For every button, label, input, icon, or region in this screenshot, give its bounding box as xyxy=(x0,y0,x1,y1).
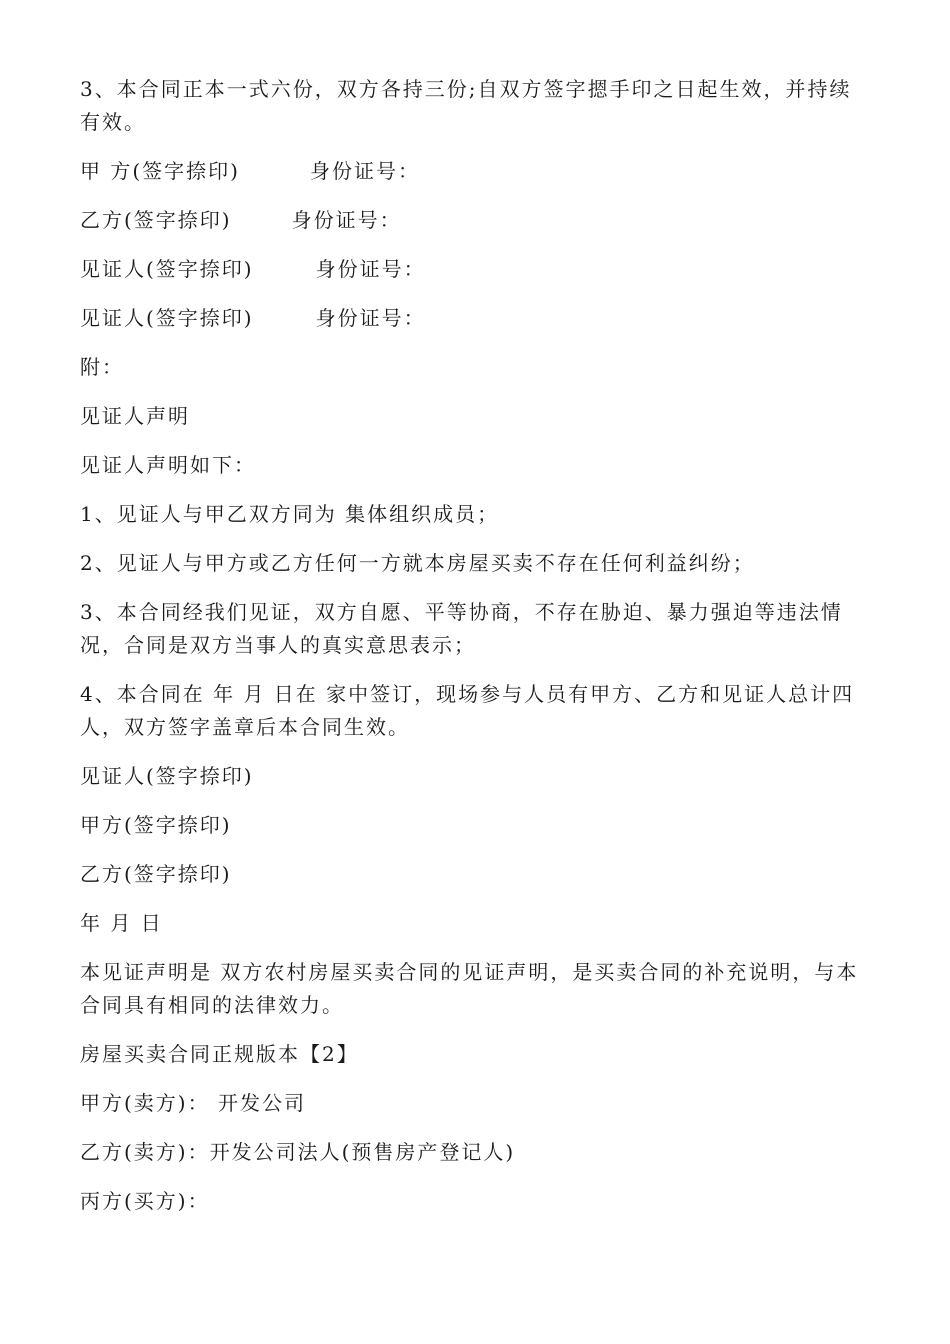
witness-statement-title: 见证人声明 xyxy=(80,404,190,428)
appendix-label: 附： xyxy=(80,355,124,379)
statement-item-4: 4、本合同在 年 月 日在 家中签订，现场参与人员有甲方、乙方和见证人总计四人，双方签字盖章后本合同生效。 xyxy=(80,682,855,739)
clause-3-copies: 3、本合同正本一式六份，双方各持三份;自双方签字摁手印之日起生效，并持续有效。 xyxy=(80,77,852,134)
party-a-signature-line: 甲方(签字捺印) xyxy=(80,813,232,837)
statement-item-2: 2、见证人与甲方或乙方任何一方就本房屋买卖不存在任何利益纠纷； xyxy=(80,551,755,575)
party-a-seller-line: 甲方(卖方)： 开发公司 xyxy=(80,1091,306,1115)
party-a-id-label: 身份证号： xyxy=(309,159,420,183)
party-b-seller-line: 乙方(卖方)：开发公司法人(预售房产登记人) xyxy=(80,1140,516,1164)
document-page xyxy=(80,73,870,1234)
party-b-signature-label: 乙方(签字捺印) xyxy=(80,208,232,232)
party-a-signature-label: 甲 方(签字捺印) xyxy=(80,159,240,183)
date-line: 年 月 日 xyxy=(80,911,163,935)
signature-row-witness-2 xyxy=(80,302,870,335)
witness-statement-intro: 见证人声明如下： xyxy=(80,453,256,477)
witness-1-id-label: 身份证号： xyxy=(315,257,426,281)
statement-item-1: 1、见证人与甲乙双方同为 集体组织成员； xyxy=(80,502,500,526)
witness-2-signature-label: 见证人(签字捺印) xyxy=(80,306,254,330)
contract-2-title: 房屋买卖合同正规版本【2】 xyxy=(80,1042,359,1066)
party-b-id-label: 身份证号： xyxy=(291,208,402,232)
party-b-signature-line: 乙方(签字捺印) xyxy=(80,862,232,886)
signature-row-party-a xyxy=(80,155,870,188)
statement-effect-note: 本见证声明是 双方农村房屋买卖合同的见证声明，是买卖合同的补充说明，与本合同具有相同的法律效力。 xyxy=(80,960,859,1017)
signature-row-party-b xyxy=(80,204,870,237)
statement-item-3: 3、本合同经我们见证，双方自愿、平等协商，不存在胁迫、暴力强迫等违法情况，合同是双方当事人的真实意思表示； xyxy=(80,600,843,657)
signature-row-witness-1 xyxy=(80,253,870,286)
witness-2-id-label: 身份证号： xyxy=(315,306,426,330)
party-c-buyer-line: 丙方(买方)： xyxy=(80,1189,210,1213)
witness-1-signature-label: 见证人(签字捺印) xyxy=(80,257,254,281)
witness-signature-line: 见证人(签字捺印) xyxy=(80,764,254,788)
